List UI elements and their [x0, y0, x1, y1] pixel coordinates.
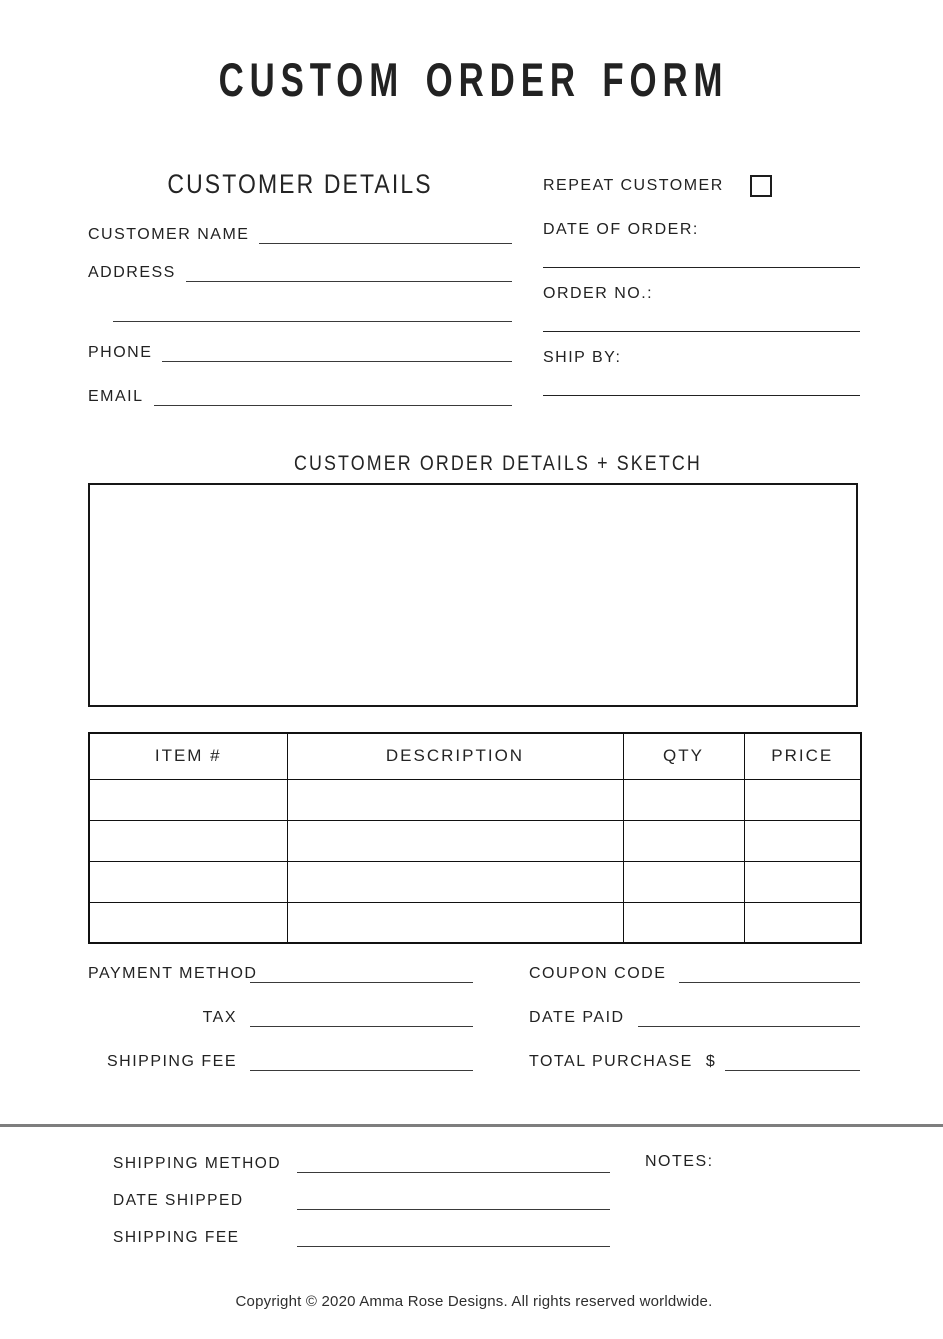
items-table-head: [89, 733, 861, 779]
description-header: DESCRIPTION: [287, 733, 623, 779]
table-cell[interactable]: [287, 902, 623, 943]
tax-label: TAX: [202, 1009, 237, 1026]
total-purchase-label: TOTAL PURCHASE: [529, 1053, 693, 1070]
customer-details-section: [88, 169, 860, 424]
payment-method-label: PAYMENT METHOD: [88, 965, 258, 982]
date-of-order-label: DATE OF ORDER:: [543, 221, 699, 238]
items-header-row: [89, 733, 861, 779]
address-continuation-row: [88, 302, 512, 322]
table-cell[interactable]: [89, 779, 287, 820]
date-of-order-field: [543, 221, 860, 268]
total-purchase-input[interactable]: [725, 1052, 860, 1071]
shipping-method-row: [113, 1153, 860, 1173]
customer-name-input[interactable]: [259, 225, 512, 244]
tax-input[interactable]: [250, 1008, 473, 1027]
address-row: [88, 262, 512, 282]
table-cell[interactable]: [89, 902, 287, 943]
shipping-fee-bottom-label: SHIPPING FEE: [113, 1229, 240, 1246]
table-row: [89, 902, 861, 943]
date-paid-row: [529, 1007, 860, 1027]
table-cell[interactable]: [287, 820, 623, 861]
qty-header: QTY: [623, 733, 744, 779]
table-cell[interactable]: [89, 820, 287, 861]
email-label: EMAIL: [88, 388, 144, 405]
table-cell[interactable]: [744, 861, 861, 902]
title-wrap: [88, 52, 860, 107]
tax-row: [88, 1007, 473, 1027]
shipping-fee-row: [88, 1051, 473, 1071]
email-row: [88, 386, 512, 406]
order-meta-column: [543, 169, 860, 424]
coupon-code-input[interactable]: [679, 964, 860, 983]
payment-right-column: [529, 963, 860, 1095]
date-shipped-input[interactable]: [297, 1191, 610, 1210]
shipping-fee-label: SHIPPING FEE: [106, 1053, 237, 1070]
order-no-input[interactable]: [543, 330, 860, 332]
item-number-header: ITEM #: [89, 733, 287, 779]
payment-left-column: [88, 963, 473, 1095]
table-row: [89, 861, 861, 902]
date-of-order-input[interactable]: [543, 266, 860, 268]
section-divider: [0, 1124, 943, 1127]
address-input[interactable]: [186, 263, 512, 282]
price-header: PRICE: [744, 733, 861, 779]
customer-details-heading-wrap: [88, 169, 512, 200]
total-purchase-row: [529, 1051, 860, 1071]
address-label: ADDRESS: [88, 264, 176, 281]
date-paid-label: DATE PAID: [529, 1009, 625, 1026]
items-table-body: [89, 779, 861, 943]
phone-row: [88, 342, 512, 362]
table-cell[interactable]: [623, 820, 744, 861]
sketch-heading-wrap: [88, 452, 860, 476]
shipping-section: [88, 1153, 860, 1247]
customer-details-left-column: [88, 169, 512, 424]
date-shipped-row: [113, 1190, 860, 1210]
sketch-heading: CUSTOMER ORDER DETAILS + SKETCH: [294, 452, 702, 475]
shipping-method-label: SHIPPING METHOD: [113, 1155, 282, 1172]
coupon-code-row: [529, 963, 860, 983]
shipping-fee-bottom-row: [113, 1227, 860, 1247]
phone-label: PHONE: [88, 344, 153, 361]
coupon-code-label: COUPON CODE: [529, 965, 667, 982]
ship-by-label: SHIP BY:: [543, 349, 622, 366]
repeat-customer-row: [543, 174, 860, 197]
table-cell[interactable]: [744, 902, 861, 943]
table-cell[interactable]: [623, 902, 744, 943]
customer-details-heading: CUSTOMER DETAILS: [167, 169, 433, 199]
table-cell[interactable]: [744, 779, 861, 820]
dollar-sign: $: [705, 1053, 717, 1070]
order-no-label: ORDER NO.:: [543, 285, 654, 302]
page-title: CUSTOM ORDER FORM: [219, 53, 729, 106]
copyright-footer: Copyright © 2020 Amma Rose Designs. All rights reserved worldwide.: [235, 1293, 713, 1310]
sketch-area[interactable]: [88, 483, 858, 707]
table-cell[interactable]: [623, 861, 744, 902]
phone-input[interactable]: [162, 343, 512, 362]
payment-section: [88, 963, 860, 1095]
table-cell[interactable]: [89, 861, 287, 902]
date-shipped-label: DATE SHIPPED: [113, 1192, 244, 1209]
table-row: [89, 820, 861, 861]
table-row: [89, 779, 861, 820]
payment-method-row: [88, 963, 473, 983]
table-cell[interactable]: [287, 861, 623, 902]
repeat-customer-checkbox[interactable]: [750, 175, 772, 197]
shipping-method-input[interactable]: [297, 1154, 610, 1173]
items-table: [88, 732, 862, 944]
ship-by-field: [543, 349, 860, 396]
notes-label: NOTES:: [645, 1153, 714, 1170]
table-cell[interactable]: [744, 820, 861, 861]
order-no-field: [543, 285, 860, 332]
address-line2-input[interactable]: [113, 303, 512, 322]
table-cell[interactable]: [287, 779, 623, 820]
payment-method-input[interactable]: [250, 964, 473, 983]
ship-by-input[interactable]: [543, 394, 860, 396]
repeat-customer-label: REPEAT CUSTOMER: [543, 176, 724, 194]
shipping-fee-input[interactable]: [250, 1052, 473, 1071]
date-paid-input[interactable]: [638, 1008, 860, 1027]
shipping-fee-bottom-input[interactable]: [297, 1228, 610, 1247]
email-input[interactable]: [154, 387, 512, 406]
table-cell[interactable]: [623, 779, 744, 820]
customer-name-label: CUSTOMER NAME: [88, 226, 250, 243]
customer-name-row: [88, 224, 512, 244]
